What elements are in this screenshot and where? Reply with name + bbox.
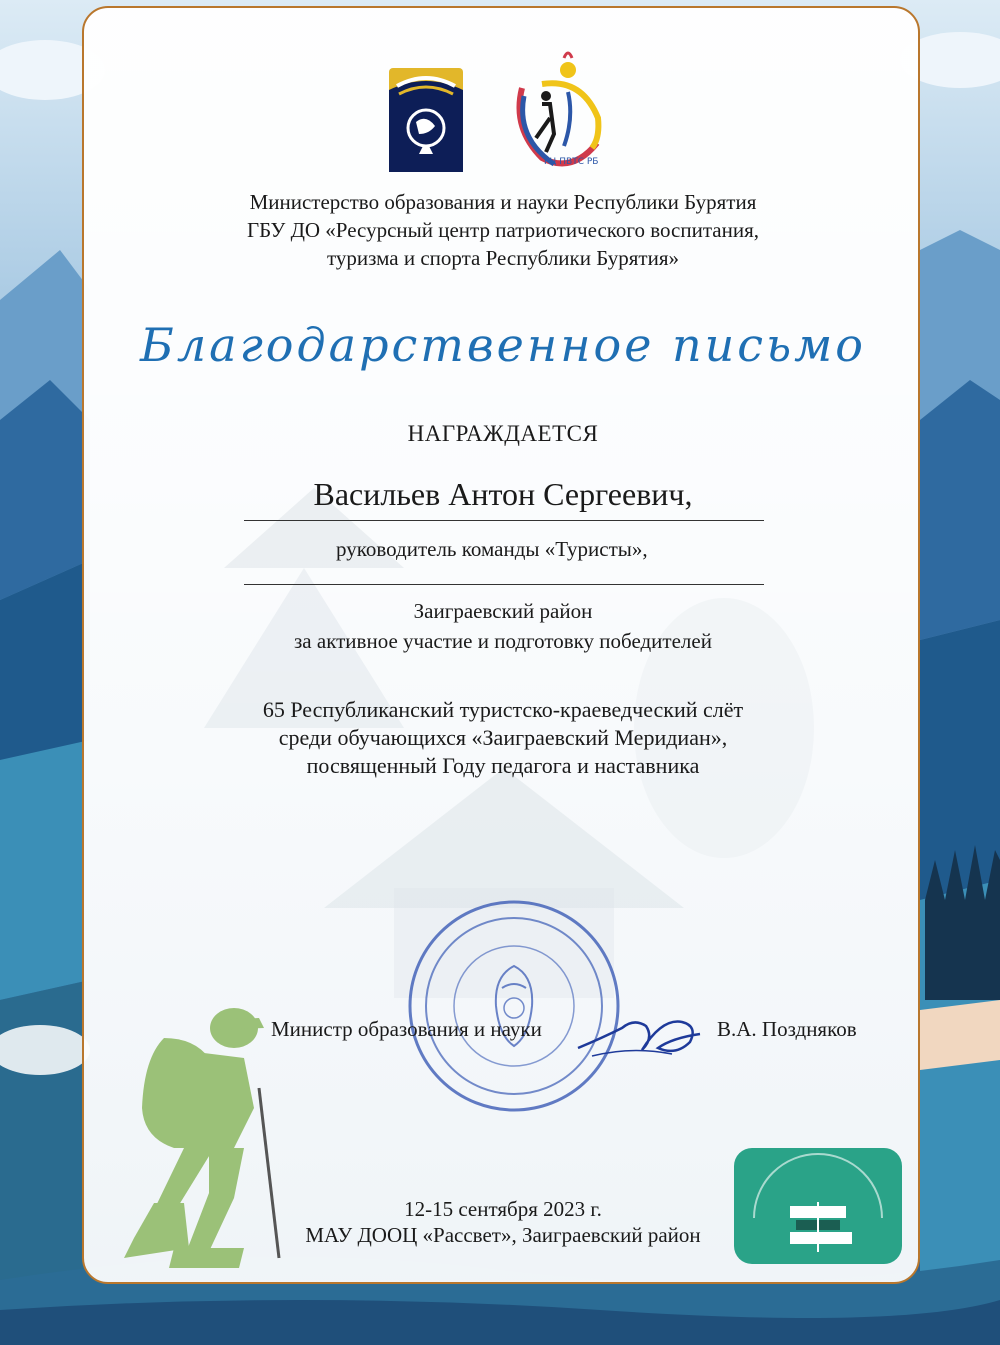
organization-header — [84, 188, 920, 272]
recipient-role: руководитель команды «Туристы», — [336, 537, 648, 561]
org-line-2: ГБУ ДО «Ресурсный центр патриотического воспитания, — [246, 218, 759, 242]
svg-text:РЦ ПВТС РБ: РЦ ПВТС РБ — [544, 157, 599, 167]
signer-name: В.А. Поздняков — [717, 1017, 857, 1041]
org-line-1: Министерство образования и науки Республики Бурятия — [249, 190, 757, 214]
event-dates: 12-15 сентября 2023 г. — [404, 1197, 602, 1221]
recipient-name: Васильев Антон Сергеевич, — [313, 476, 693, 512]
handwritten-signature-icon — [572, 998, 712, 1070]
name-underline — [244, 520, 764, 521]
role-underline — [244, 584, 764, 585]
event-venue: МАУ ДООЦ «Рассвет», Заиграевский район — [305, 1223, 701, 1247]
signer-position: Министр образования и науки — [271, 1017, 542, 1041]
resource-center-logo-icon — [502, 48, 612, 174]
tourist-rally-badge — [734, 1148, 902, 1264]
event-line-2: среди обучающихся «Заиграевский Меридиан», — [278, 725, 728, 750]
badge-emblem-icon — [734, 1148, 902, 1264]
event-description — [84, 696, 920, 780]
org-line-3: туризма и спорта Республики Бурятия» — [327, 246, 679, 270]
ministry-crest-icon — [389, 68, 463, 172]
document-title: Благодарственное письмо — [140, 318, 866, 372]
district: Заиграевский район — [413, 599, 593, 623]
certificate-frame — [82, 6, 920, 1284]
awarded-heading: НАГРАЖДАЕТСЯ — [407, 421, 599, 446]
event-line-1: 65 Республиканский туристско-краеведческий слёт — [262, 697, 744, 722]
award-reason: за активное участие и подготовку победителей — [294, 629, 712, 653]
event-line-3: посвященный Году педагога и наставника — [306, 753, 700, 778]
